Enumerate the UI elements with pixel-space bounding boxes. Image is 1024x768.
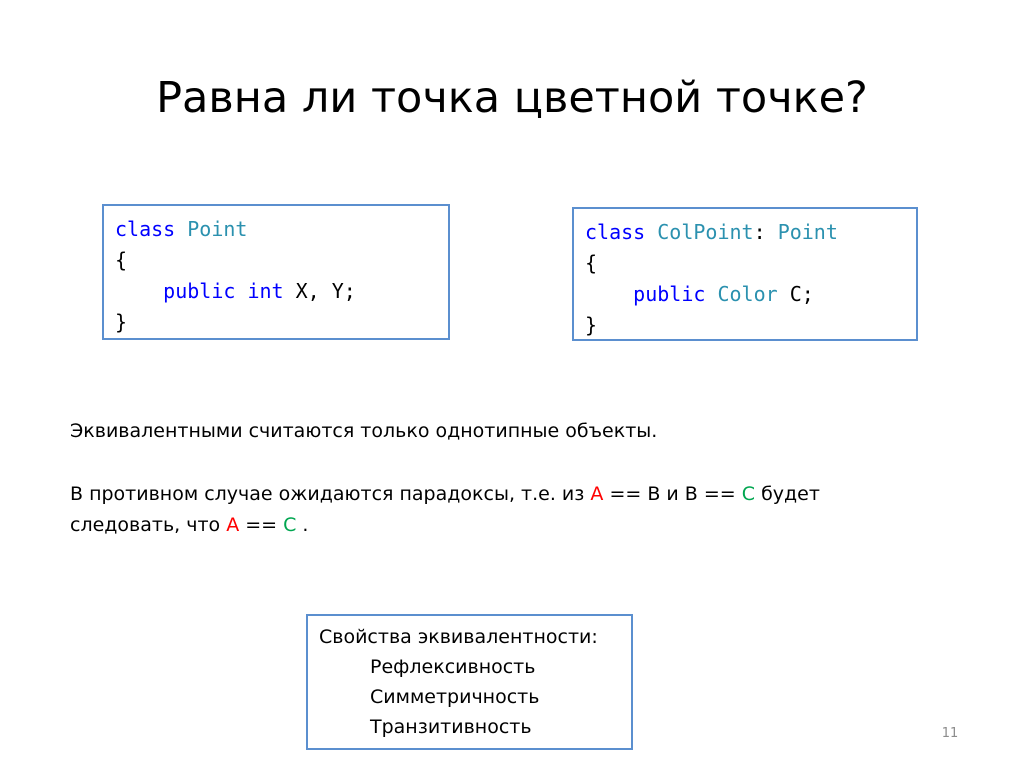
property-symmetry: Симметричность (370, 686, 540, 708)
inheritance-colon: : (753, 220, 778, 244)
variable-a: A (590, 483, 604, 505)
close-brace: } (585, 313, 598, 337)
paradox-text: . (296, 514, 309, 536)
equivalence-properties-box (306, 614, 633, 750)
variable-c: C (283, 514, 297, 536)
property-transitivity: Транзитивность (370, 716, 532, 738)
keyword-class: class (115, 217, 176, 241)
type-name-base-point: Point (777, 220, 838, 244)
page-number: 11 (941, 726, 959, 741)
keyword-class: class (585, 220, 646, 244)
keyword-public: public (633, 282, 706, 306)
properties-heading: Свойства эквивалентности: (319, 626, 598, 648)
variable-c: C (741, 483, 756, 505)
paradox-text: следовать, что (70, 514, 227, 536)
keyword-int: int (247, 279, 284, 303)
open-brace: { (115, 248, 128, 272)
paradox-text: В противном случае ожидаются парадоксы, т.е. из (70, 483, 591, 505)
type-name-point: Point (187, 217, 248, 241)
paradox-text: будет (755, 483, 820, 505)
paradox-statement-line-1 (70, 479, 820, 510)
slide-title: Равна ли точка цветной точке? (156, 73, 868, 123)
variable-a: A (226, 514, 240, 536)
paradox-text: == (239, 514, 284, 536)
code-line-declaration (115, 214, 448, 245)
code-line-fields (585, 279, 916, 310)
code-box-point (102, 204, 450, 340)
code-line-open-brace (585, 248, 916, 279)
keyword-public: public (163, 279, 236, 303)
field-name: C; (777, 282, 814, 306)
paradox-statement-line-2 (70, 510, 308, 541)
code-line-open-brace (115, 245, 448, 276)
open-brace: { (585, 251, 598, 275)
property-reflexivity: Рефлексивность (370, 656, 536, 678)
code-line-close-brace (115, 307, 448, 338)
code-line-fields (115, 276, 448, 307)
code-line-close-brace (585, 310, 916, 341)
paradox-text: == B и B == (603, 483, 742, 505)
type-name-colpoint: ColPoint (657, 220, 754, 244)
code-line-declaration (585, 217, 916, 248)
equivalence-statement: Эквивалентными считаются только однотипные объекты. (70, 420, 658, 442)
close-brace: } (115, 310, 128, 334)
type-name-color: Color (717, 282, 778, 306)
code-box-colpoint (572, 207, 918, 341)
field-names: X, Y; (283, 279, 356, 303)
